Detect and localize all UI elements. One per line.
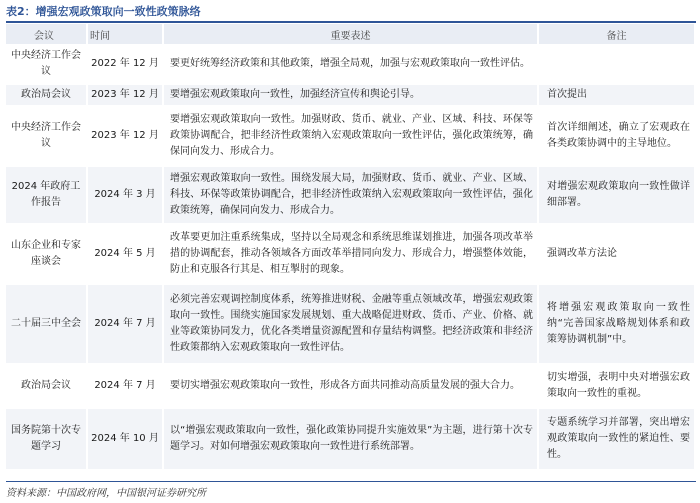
title-rule	[6, 21, 696, 23]
cell-note: 切实增强，表明中央对增强宏政策取向一致性的重视。	[539, 365, 696, 409]
header-desc: 重要表述	[164, 24, 539, 44]
header-meeting: 会议	[6, 24, 88, 44]
cell-meeting: 山东企业和专家座谈会	[6, 225, 88, 285]
cell-meeting: 2024 年政府工作报告	[6, 167, 88, 225]
cell-desc: 增强宏观政策取向一致性。围绕发展大局，加强财政、货币、就业、产业、区域、科技、环保等政策协调配合，把非经济性政策纳入宏观政策取向一致性评估，强化政策统筹，确保同向发力、形成合力。	[164, 167, 539, 225]
cell-meeting: 政治局会议	[6, 365, 88, 409]
table-row	[6, 44, 696, 85]
table-row	[6, 107, 696, 167]
cell-meeting: 国务院第十次专题学习	[6, 409, 88, 471]
cell-desc: 要增强宏观政策取向一致性，加强经济宣传和舆论引导。	[164, 85, 539, 107]
cell-note: 强调改革方法论	[539, 225, 696, 285]
cell-time: 2023 年 12 月	[88, 107, 164, 167]
cell-time: 2024 年 7 月	[88, 365, 164, 409]
source-note: 资料来源：中国政府网，中国银河证券研究所	[6, 488, 206, 499]
cell-desc: 要更好统筹经济政策和其他政策，增强全局观，加强与宏观政策取向一致性评估。	[164, 44, 539, 85]
cell-note: 首次提出	[539, 85, 696, 107]
cell-note: 首次详细阐述，确立了宏观政在各类政策协调中的主导地位。	[539, 107, 696, 167]
cell-time: 2024 年 7 月	[88, 285, 164, 365]
table-row	[6, 409, 696, 471]
header-row	[6, 24, 696, 44]
cell-meeting: 二十届三中全会	[6, 285, 88, 365]
cell-time: 2022 年 12 月	[88, 44, 164, 85]
table-row	[6, 85, 696, 107]
cell-time: 2023 年 12 月	[88, 85, 164, 107]
cell-time: 2024 年 3 月	[88, 167, 164, 225]
cell-desc: 要增强宏观政策取向一致性。加强财政、货币、就业、产业、区域、科技、环保等政策协调配合，把非经济性政策纳入宏观政策取向一致性评估，强化政策统筹，确保同向发力、形成合力。	[164, 107, 539, 167]
table-title: 表2：增强宏观政策取向一致性政策脉络	[6, 5, 201, 18]
cell-time: 2024 年 10 月	[88, 409, 164, 471]
policy-table	[6, 24, 696, 471]
cell-meeting: 中央经济工作会议	[6, 107, 88, 167]
cell-meeting: 政治局会议	[6, 85, 88, 107]
cell-desc: 以“增强宏观政策取向一致性，强化政策协同提升实施效果”为主题，进行第十次专题学习。对如何增强宏观政策取向一致性进行系统部署。	[164, 409, 539, 471]
table-row	[6, 285, 696, 365]
header-time: 时间	[88, 24, 164, 44]
table-row	[6, 167, 696, 225]
cell-note: 对增强宏观政策取向一致性做详细部署。	[539, 167, 696, 225]
cell-note	[539, 44, 696, 85]
cell-meeting: 中央经济工作会议	[6, 44, 88, 85]
cell-note: 专题系统学习并部署，突出增宏观政策取向一致性的紧迫性、要性。	[539, 409, 696, 471]
cell-note: 将增强宏观政策取向一致性纳“完善国家战略规划体系和政策筹协调机制”中。	[539, 285, 696, 365]
header-note: 备注	[539, 24, 696, 44]
cell-time: 2024 年 5 月	[88, 225, 164, 285]
source-rule	[6, 481, 696, 482]
table-row	[6, 225, 696, 285]
table-row	[6, 365, 696, 409]
cell-desc: 要切实增强宏观政策取向一致性，形成各方面共同推动高质量发展的强大合力。	[164, 365, 539, 409]
cell-desc: 必须完善宏观调控制度体系，统筹推进财税、金融等重点领域改革，增强宏观政策取向一致性。围绕实施国家发展规划、重大战略促进财政、货币、产业、价格、就业等政策协同发力，优化各类增量资源配置和存量结构调整。把经济政策和非经济性政策都纳入宏观政策取向一致性评估。	[164, 285, 539, 365]
cell-desc: 改革要更加注重系统集成，坚持以全局观念和系统思维谋划推进，加强各项改革举措的协调配套，推动各领域各方面改革举措同向发力、形成合力，增强整体效能，防止和克服各行其是、相互掣肘的现象。	[164, 225, 539, 285]
